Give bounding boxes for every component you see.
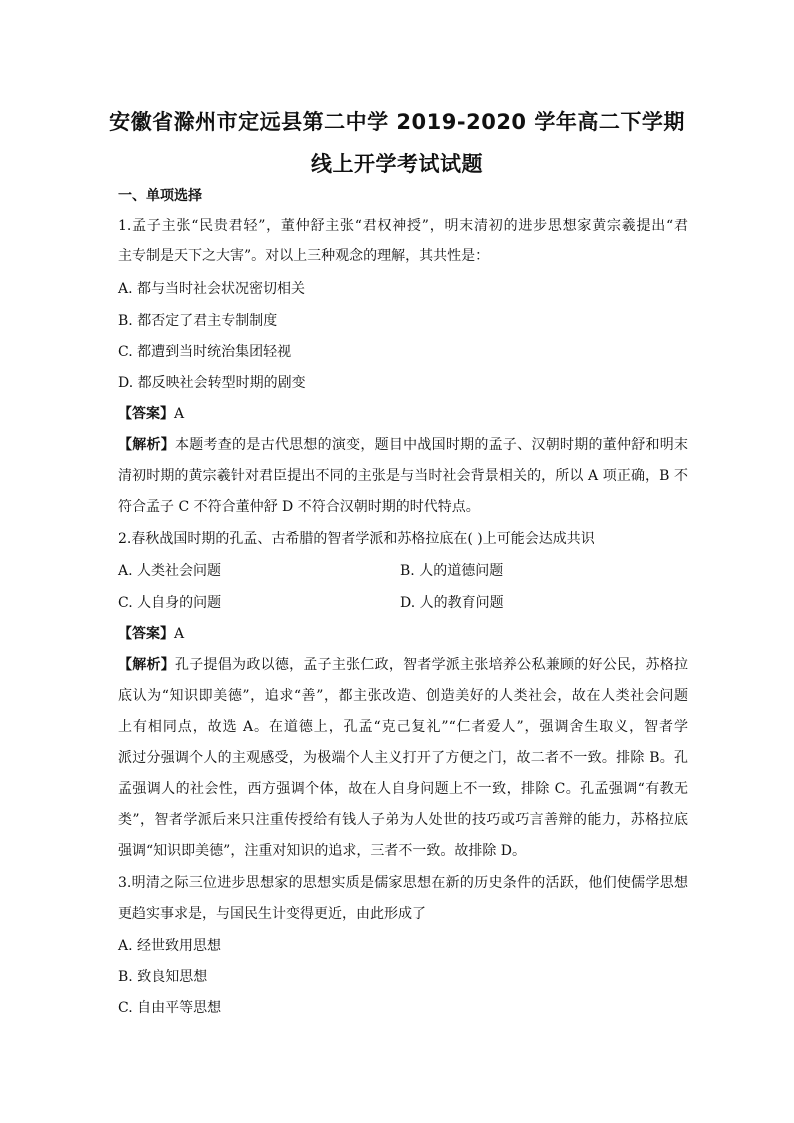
q2-analysis-line2: 底认为“知识即美德”，追求“善”，都主张改造、创造美好的人类社会，故在人类社会问题	[118, 688, 688, 704]
answer-value: A	[174, 626, 185, 642]
q2-analysis-line4: 派过分强调个人的主观感受，为极端个人主义打开了方便之门，故二者不一致。排除 B。孔	[118, 750, 688, 766]
q2-analysis-line6: 类”，智者学派后来只注重传授给有钱人子弟为人处世的技巧或巧言善辩的能力，苏格拉底	[118, 812, 688, 828]
q1-analysis-line1	[118, 435, 688, 455]
q2-stem: 2.春秋战国时期的孔孟、古希腊的智者学派和苏格拉底在( )上可能会达成共识	[118, 531, 595, 547]
document-title-line2: 线上开学考试试题	[311, 152, 483, 176]
answer-tag: 【答案】	[118, 626, 174, 642]
q1-stem-line2: 主专制是天下之大害”。对以上三种观念的理解，其共性是：	[118, 248, 490, 264]
q1-option-d: D. 都反映社会转型时期的剧变	[118, 375, 306, 391]
answer-tag: 【答案】	[118, 406, 174, 422]
q2-option-c: C. 人自身的问题	[118, 595, 222, 611]
q1-answer	[118, 404, 688, 424]
q2-answer	[118, 624, 688, 644]
q3-option-c: C. 自由平等思想	[118, 1000, 222, 1016]
analysis-text: 孔子提倡为政以德，孟子主张仁政，智者学派主张培养公私兼顾的好公民，苏格拉	[175, 657, 689, 673]
q3-option-b: B. 致良知思想	[118, 969, 208, 985]
section-heading: 一、单项选择	[118, 188, 202, 204]
q2-option-b: B. 人的道德问题	[400, 563, 504, 579]
q1-analysis-line2: 清初时期的黄宗羲针对君臣提出不同的主张是与当时社会背景相关的，所以 A 项正确，B 不	[118, 468, 688, 484]
q1-option-b: B. 都否定了君主专制制度	[118, 313, 278, 329]
q2-option-d: D. 人的教育问题	[400, 595, 504, 611]
q1-option-a: A. 都与当时社会状况密切相关	[118, 281, 306, 297]
answer-value: A	[174, 406, 185, 422]
q2-options-row2	[118, 593, 688, 613]
q2-analysis-line7: 强调“知识即美德”，注重对知识的追求，三者不一致。故排除 D。	[118, 843, 526, 859]
analysis-text: 本题考查的是古代思想的演变，题目中战国时期的孟子、汉朝时期的董仲舒和明末	[175, 437, 689, 453]
q3-option-a: A. 经世致用思想	[118, 938, 222, 954]
q3-stem-line1: 3.明清之际三位进步思想家的思想实质是儒家思想在新的历史条件的活跃，他们使儒学思想	[118, 875, 688, 891]
q2-analysis-line3: 上有相同点，故选 A。在道德上，孔孟“克己复礼”“仁者爱人”，强调舍生取义，智者学	[118, 719, 688, 735]
q2-analysis-line5: 孟强调人的社会性，西方强调个体，故在人自身问题上不一致，排除 C。孔孟强调“有教无	[118, 781, 688, 797]
q2-option-a: A. 人类社会问题	[118, 563, 222, 579]
q1-stem-line1: 1.孟子主张“民贵君轻”，董仲舒主张“君权神授”，明末清初的进步思想家黄宗羲提出“君	[118, 218, 688, 234]
analysis-tag: 【解析】	[118, 657, 176, 673]
q2-options-row1	[118, 561, 688, 581]
q1-analysis-line3: 符合孟子 C 不符合董仲舒 D 不符合汉朝时期的时代特点。	[118, 499, 480, 515]
q3-stem-line2: 更趋实事求是，与国民生计变得更近，由此形成了	[118, 906, 426, 922]
analysis-tag: 【解析】	[118, 437, 176, 453]
document-title-line1: 安徽省滁州市定远县第二中学 2019-2020 学年高二下学期	[109, 110, 685, 134]
q2-analysis-line1	[118, 655, 688, 675]
q1-option-c: C. 都遭到当时统治集团轻视	[118, 344, 292, 360]
